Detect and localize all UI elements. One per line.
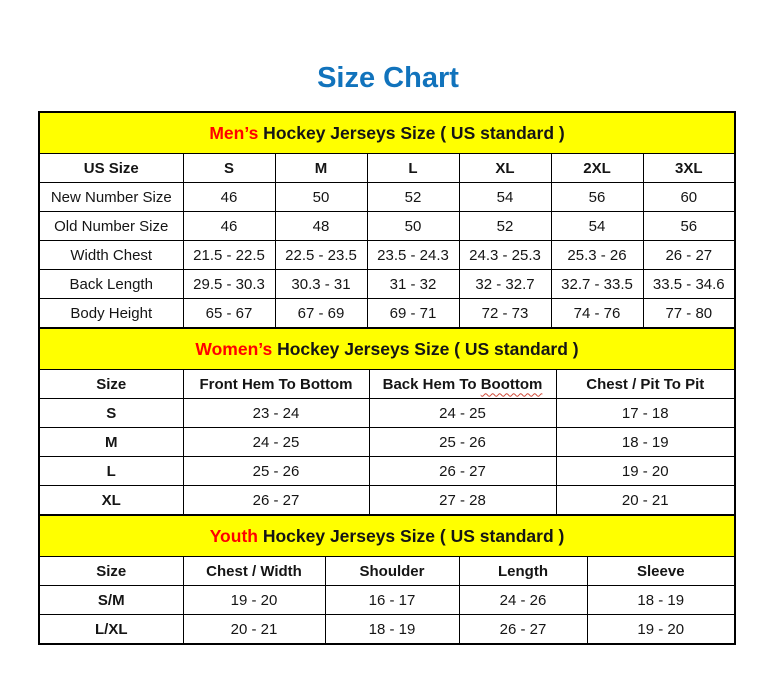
womens-row [39,457,735,486]
youth-cell: 19 - 20 [587,615,735,645]
mens-cell: 29.5 - 30.3 [183,270,275,299]
mens-cell: 69 - 71 [367,299,459,329]
womens-header-row [39,370,735,399]
womens-cell: 27 - 28 [369,486,556,516]
mens-row [39,212,735,241]
mens-cell: 25.3 - 26 [551,241,643,270]
womens-misspelled-word: Boottom [480,375,543,393]
mens-banner-highlight: Men’s [209,122,259,143]
youth-banner-highlight: Youth [209,525,258,546]
mens-cell: 24.3 - 25.3 [459,241,551,270]
mens-row [39,183,735,212]
mens-cell: 21.5 - 22.5 [183,241,275,270]
mens-row-label: New Number Size [39,183,183,212]
mens-cell: 74 - 76 [551,299,643,329]
mens-cell: 56 [551,183,643,212]
youth-row [39,586,735,615]
mens-cell: 56 [643,212,735,241]
mens-cell: 54 [551,212,643,241]
womens-cell: 25 - 26 [369,428,556,457]
womens-banner-text: Hockey Jerseys Size ( US standard ) [272,338,579,359]
youth-col-header: Shoulder [325,557,459,586]
womens-row [39,486,735,516]
womens-row [39,399,735,428]
mens-cell: 46 [183,212,275,241]
mens-row-label: Old Number Size [39,212,183,241]
mens-cell: 50 [275,183,367,212]
mens-row [39,299,735,329]
mens-cell: 22.5 - 23.5 [275,241,367,270]
womens-cell: 26 - 27 [183,486,369,516]
mens-cell: 65 - 67 [183,299,275,329]
mens-cell: 48 [275,212,367,241]
mens-col-header: 2XL [551,154,643,183]
youth-row [39,615,735,645]
womens-col-header: Chest / Pit To Pit [556,370,735,399]
youth-cell: 18 - 19 [325,615,459,645]
mens-banner [39,112,735,154]
youth-banner-row [39,515,735,557]
mens-row-label: Back Length [39,270,183,299]
mens-cell: 46 [183,183,275,212]
mens-cell: 54 [459,183,551,212]
womens-cell: 23 - 24 [183,399,369,428]
youth-col-header: Sleeve [587,557,735,586]
size-tables [38,111,734,645]
womens-cell: 24 - 25 [183,428,369,457]
womens-row-label: L [39,457,183,486]
youth-banner [39,515,735,557]
womens-row-label: M [39,428,183,457]
mens-col-header: US Size [39,154,183,183]
mens-cell: 32 - 32.7 [459,270,551,299]
mens-cell: 50 [367,212,459,241]
mens-row [39,270,735,299]
youth-cell: 24 - 26 [459,586,587,615]
youth-row-label: S/M [39,586,183,615]
youth-cell: 16 - 17 [325,586,459,615]
youth-size-table [38,514,736,645]
womens-cell: 20 - 21 [556,486,735,516]
womens-col-header: Back Hem To Boottom [369,370,556,399]
mens-size-table [38,111,736,329]
mens-row-label: Width Chest [39,241,183,270]
mens-cell: 30.3 - 31 [275,270,367,299]
mens-cell: 33.5 - 34.6 [643,270,735,299]
youth-cell: 26 - 27 [459,615,587,645]
womens-col-header: Front Hem To Bottom [183,370,369,399]
womens-cell: 26 - 27 [369,457,556,486]
youth-banner-text: Hockey Jerseys Size ( US standard ) [257,525,565,546]
youth-cell: 18 - 19 [587,586,735,615]
page-title: Size Chart [317,62,459,94]
youth-col-header: Length [459,557,587,586]
mens-col-header: M [275,154,367,183]
womens-banner-highlight: Women’s [195,338,273,359]
womens-col-header: Size [39,370,183,399]
mens-cell: 52 [367,183,459,212]
youth-cell: 19 - 20 [183,586,325,615]
mens-cell: 23.5 - 24.3 [367,241,459,270]
mens-cell: 77 - 80 [643,299,735,329]
mens-cell: 67 - 69 [275,299,367,329]
womens-row-label: XL [39,486,183,516]
womens-banner-row [39,328,735,370]
mens-row [39,241,735,270]
womens-row-label: S [39,399,183,428]
youth-row-label: L/XL [39,615,183,645]
mens-cell: 52 [459,212,551,241]
mens-col-header: XL [459,154,551,183]
youth-col-header: Size [39,557,183,586]
youth-col-header: Chest / Width [183,557,325,586]
mens-col-header: S [183,154,275,183]
womens-cell: 25 - 26 [183,457,369,486]
womens-cell: 17 - 18 [556,399,735,428]
mens-col-header: L [367,154,459,183]
mens-banner-row [39,112,735,154]
womens-cell: 19 - 20 [556,457,735,486]
mens-cell: 26 - 27 [643,241,735,270]
mens-banner-text: Hockey Jerseys Size ( US standard ) [258,122,565,143]
womens-cell: 24 - 25 [369,399,556,428]
mens-header-row [39,154,735,183]
youth-header-row [39,557,735,586]
mens-cell: 31 - 32 [367,270,459,299]
mens-cell: 72 - 73 [459,299,551,329]
womens-size-table [38,327,736,516]
womens-row [39,428,735,457]
womens-banner [39,328,735,370]
womens-cell: 18 - 19 [556,428,735,457]
youth-cell: 20 - 21 [183,615,325,645]
mens-cell: 60 [643,183,735,212]
mens-cell: 32.7 - 33.5 [551,270,643,299]
mens-row-label: Body Height [39,299,183,329]
mens-col-header: 3XL [643,154,735,183]
